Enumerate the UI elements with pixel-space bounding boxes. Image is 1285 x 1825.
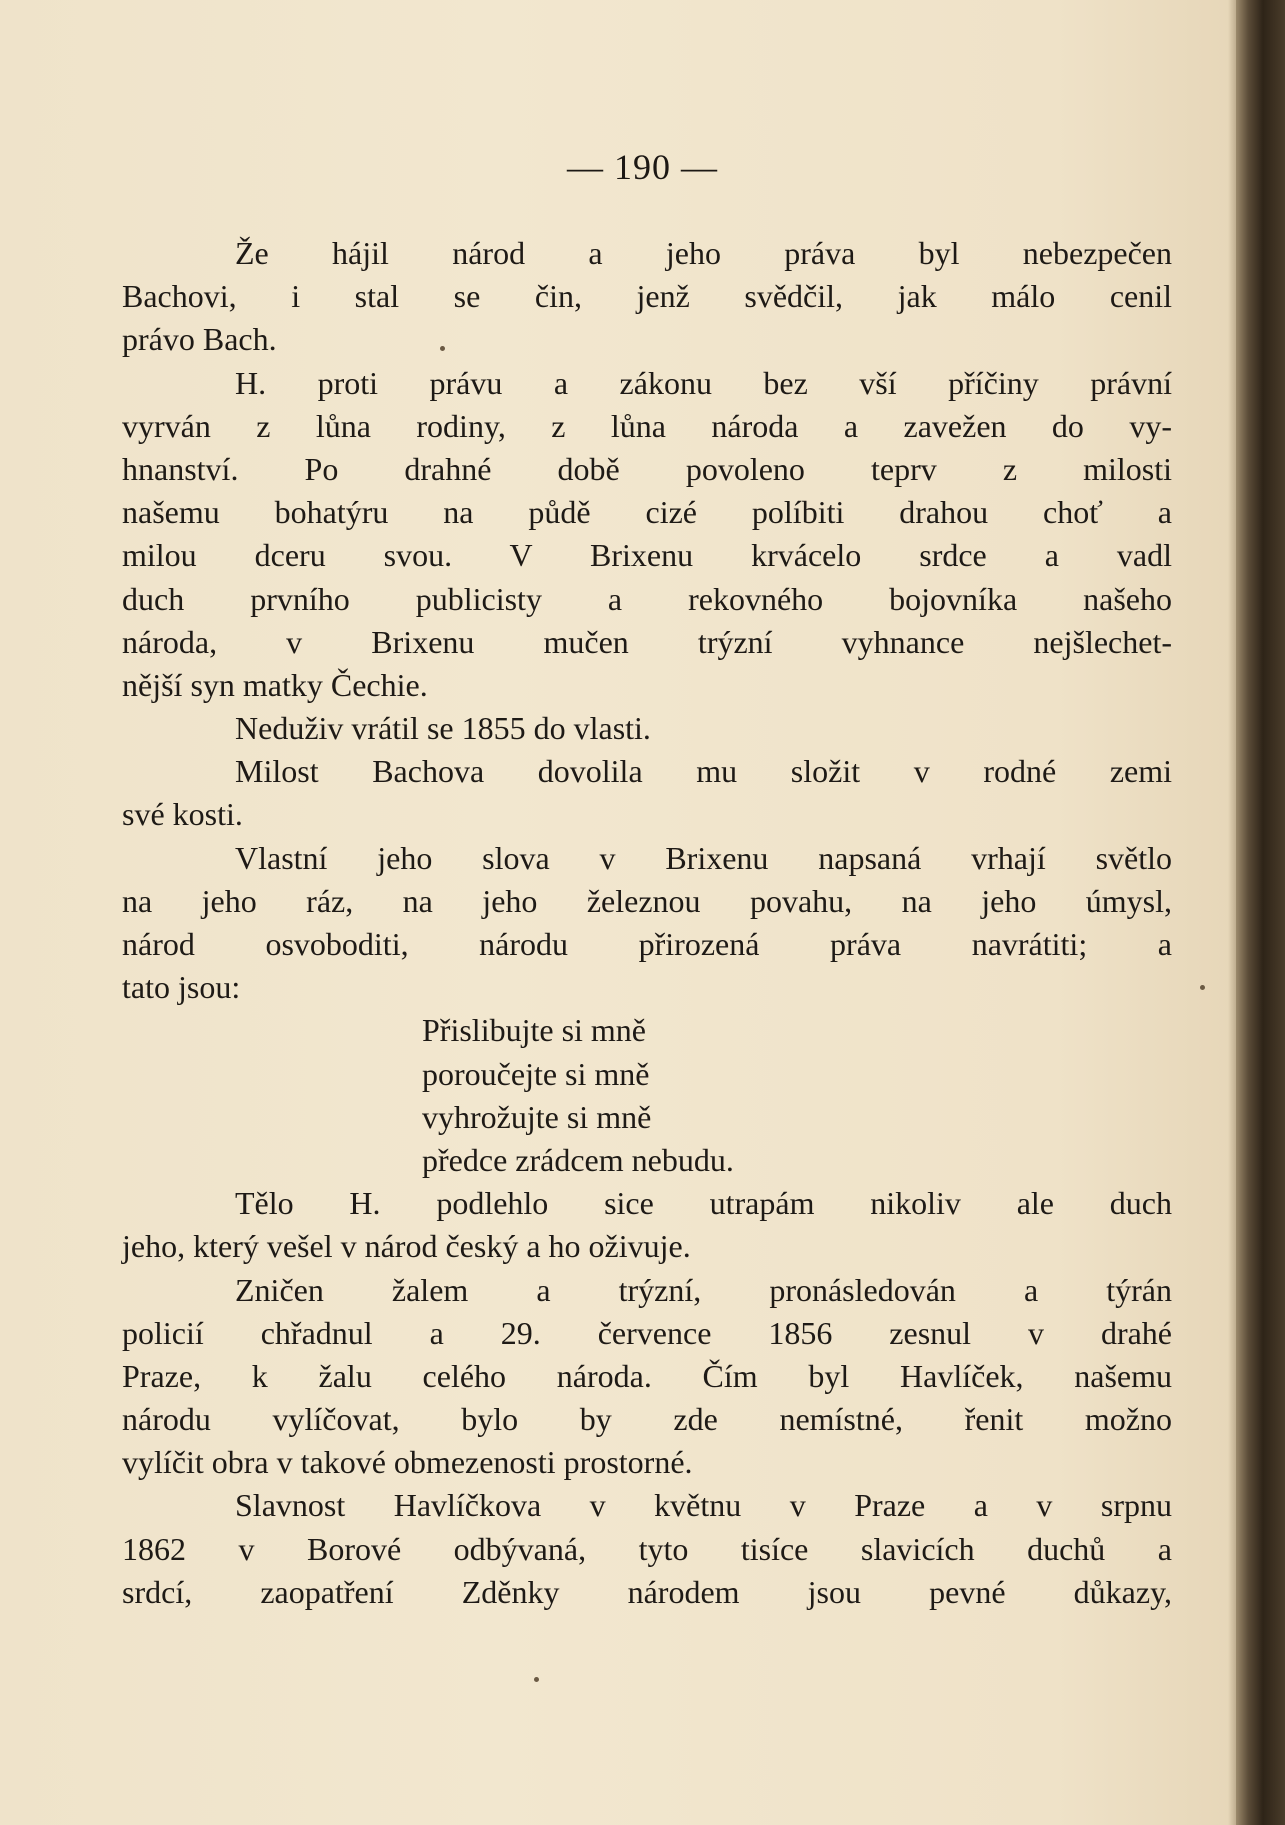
text-line: vyrván z lůna rodiny, z lůna národa a zavežen do vy-	[122, 407, 1172, 444]
text-line: nější syn matky Čechie.	[122, 666, 428, 703]
print-speck	[534, 1677, 539, 1682]
text-line: na jeho ráz, na jeho železnou povahu, na jeho úmysl,	[122, 882, 1172, 919]
body-text	[122, 232, 1172, 1614]
text-line: Milost Bachova dovolila mu složit v rodné zemi	[235, 753, 1172, 790]
text-line: své kosti.	[122, 796, 243, 833]
poem-line: vyhrožujte si mně	[422, 1098, 652, 1135]
text-line: Vlastní jeho slova v Brixenu napsaná vrhají světlo	[235, 839, 1172, 876]
text-line: Tělo H. podlehlo sice utrapám nikoliv ale duch	[235, 1185, 1172, 1222]
text-line: Slavnost Havlíčkova v květnu v Praze a v srpnu	[235, 1487, 1172, 1524]
page-number: — 190 —	[567, 147, 718, 187]
poem-line: předce zrádcem nebudu.	[422, 1141, 734, 1178]
text-line: Zničen žalem a trýzní, pronásledován a týrán	[235, 1271, 1172, 1308]
text-line: Neduživ vrátil se 1855 do vlasti.	[235, 710, 651, 747]
text-line: národu vylíčovat, bylo by zde nemístné, řenit možno	[122, 1401, 1172, 1438]
text-line: srdcí, zaopatření Zděnky národem jsou pevné důkazy,	[122, 1573, 1172, 1610]
text-line: právo Bach.	[122, 321, 277, 358]
text-line: vylíčit obra v takové obmezenosti prostorné.	[122, 1444, 693, 1481]
text-line: Praze, k žalu celého národa. Čím byl Havlíček, našemu	[122, 1357, 1172, 1394]
text-line: jeho, který vešel v národ český a ho oživuje.	[122, 1228, 691, 1265]
text-line: H. proti právu a zákonu bez vší příčiny právní	[235, 364, 1172, 401]
text-line: našemu bohatýru na půdě cizé políbiti drahou choť a	[122, 494, 1172, 531]
text-line: národ osvoboditi, národu přirozená práva navrátiti; a	[122, 926, 1172, 962]
text-line: Že hájil národ a jeho práva byl nebezpečen	[235, 235, 1172, 271]
text-line: duch prvního publicisty a rekovného bojovníka našeho	[122, 580, 1172, 617]
book-binding	[1236, 0, 1285, 1825]
text-line: milou dceru svou. V Brixenu krvácelo srdce a vadl	[122, 537, 1172, 574]
text-line: národa, v Brixenu mučen trýzní vyhnance nejšlechet-	[122, 623, 1172, 660]
text-line: Bachovi, i stal se čin, jenž svědčil, jak málo cenil	[122, 278, 1172, 315]
text-line: tato jsou:	[122, 969, 241, 1006]
text-line: hnanství. Po drahné době povoleno teprv z milosti	[122, 450, 1172, 487]
text-line: policií chřadnul a 29. července 1856 zesnul v drahé	[122, 1314, 1172, 1351]
print-speck	[1200, 985, 1205, 990]
text-line: 1862 v Borové odbývaná, tyto tisíce slavicích duchů a	[122, 1530, 1172, 1567]
poem-line: Přislibujte si mně	[422, 1012, 646, 1049]
print-speck	[440, 346, 445, 351]
poem-line: poroučejte si mně	[422, 1055, 650, 1092]
